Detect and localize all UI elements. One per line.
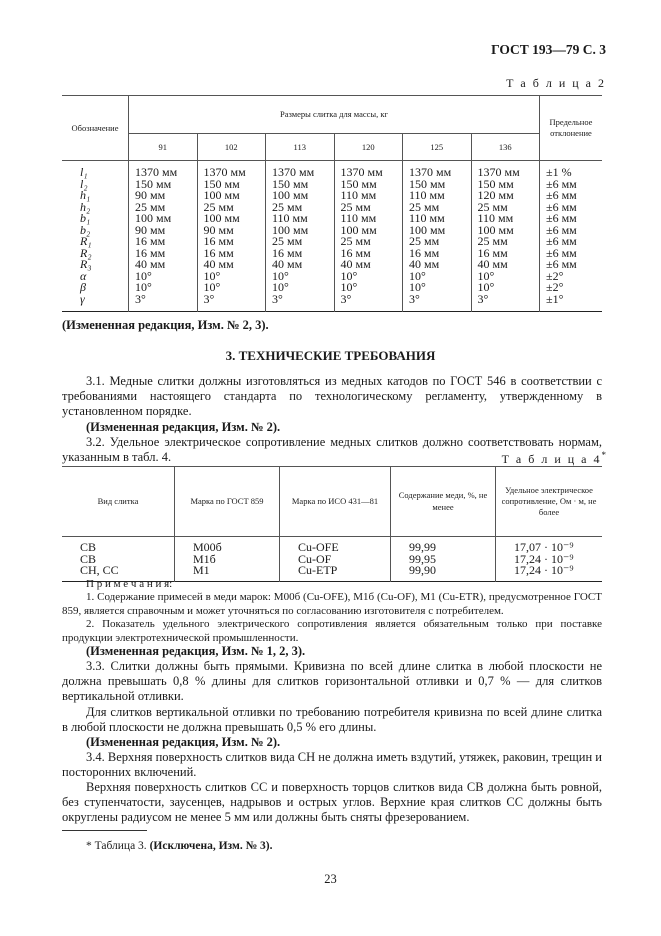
table-cell: 16 мм — [471, 248, 540, 260]
table-cell: 10° — [266, 282, 335, 294]
table-cell: 40 мм — [403, 259, 472, 271]
amendment-note: (Измененная редакция, Изм. № 1, 2, 3). — [86, 644, 306, 658]
mass-header: 120 — [334, 134, 403, 161]
table-cell: 100 мм — [471, 225, 540, 237]
table-cell: 40 мм — [129, 259, 198, 271]
table-cell: 1370 мм — [129, 161, 198, 179]
table-cell: β — [62, 282, 129, 294]
table-cell: l₂ — [62, 179, 129, 191]
table-cell: 100 мм — [266, 190, 335, 202]
notes-title: П р и м е ч а н и я: — [86, 578, 173, 590]
col-iso-grade-header: Марка по ИСО 431—81 — [280, 467, 391, 537]
table-cell: 17,07 · 10⁻⁹ — [496, 537, 603, 554]
table-cell: R₂ — [62, 248, 129, 260]
mass-header: 113 — [266, 134, 335, 161]
section-title: 3. ТЕХНИЧЕСКИЕ ТРЕБОВАНИЯ — [225, 348, 436, 363]
table-cell: ±1 % — [540, 161, 603, 179]
table-cell: 1370 мм — [334, 161, 403, 179]
table-cell: 150 мм — [471, 179, 540, 191]
table2-caption: Т а б л и ц а 2 — [506, 76, 606, 90]
table-cell: 25 мм — [129, 202, 198, 214]
table-cell: l₁ — [62, 161, 129, 179]
table-cell: 110 мм — [403, 190, 472, 202]
table-cell: 3° — [129, 294, 198, 312]
table-cell: R₃ — [62, 259, 129, 271]
table-cell: 1370 мм — [266, 161, 335, 179]
table-cell: 110 мм — [334, 190, 403, 202]
table-cell: 120 мм — [471, 190, 540, 202]
col-gost-grade-header: Марка по ГОСТ 859 — [175, 467, 280, 537]
table-cell: 16 мм — [266, 248, 335, 260]
table-cell: М1б — [175, 554, 280, 566]
table-cell: 100 мм — [129, 213, 198, 225]
table-cell: ±1° — [540, 294, 603, 312]
footnote-divider — [62, 830, 147, 831]
table-cell: 110 мм — [471, 213, 540, 225]
table-cell: α — [62, 271, 129, 283]
table-cell: 10° — [334, 271, 403, 283]
table-cell: 40 мм — [266, 259, 335, 271]
table-cell: 90 мм — [129, 225, 198, 237]
table-cell: 1370 мм — [197, 161, 266, 179]
page-header: ГОСТ 193—79 С. 3 — [491, 42, 606, 57]
table-cell: ±6 мм — [540, 236, 603, 248]
mass-header: 102 — [197, 134, 266, 161]
table-cell: 99,95 — [391, 554, 496, 566]
table-cell: 100 мм — [403, 225, 472, 237]
mass-header: 136 — [471, 134, 540, 161]
table-cell: ±6 мм — [540, 248, 603, 260]
table-cell: 10° — [266, 271, 335, 283]
table-cell: 10° — [197, 271, 266, 283]
table-cell: 3° — [197, 294, 266, 312]
table-cell: 25 мм — [403, 202, 472, 214]
table-cell: 25 мм — [334, 202, 403, 214]
table-cell: 3° — [471, 294, 540, 312]
table-cell: Cu-OFE — [280, 537, 391, 554]
table4-caption: Т а б л и ц а 4* — [501, 450, 606, 466]
table-cell: 10° — [471, 282, 540, 294]
table-cell: 100 мм — [266, 225, 335, 237]
paragraph-3-4-cont: Верхняя поверхность слитков СС и поверхность торцов слитков вида СВ должна быть ровной, без ступенчатости, заусенцев, надрывов и острых углов. Верхние края слитков СС должны быть округлены радиусом не менее 5 мм или должны быть сняты фрезерованием. — [62, 780, 602, 824]
table-row — [62, 294, 602, 312]
table-cell: 110 мм — [403, 213, 472, 225]
table-cell: 150 мм — [197, 179, 266, 191]
table-cell: 90 мм — [197, 225, 266, 237]
mass-header: 125 — [403, 134, 472, 161]
table-cell: γ — [62, 294, 129, 312]
table-cell: Cu-OF — [280, 554, 391, 566]
col-tolerance-header: Предельное отклонение — [540, 96, 603, 161]
paragraph-3-3-cont: Для слитков вертикальной отливки по требованию потребителя кривизна по всей длине слитка в любой плоскости не должна превышать 0,5 % его длины. — [62, 705, 602, 734]
table-cell: 16 мм — [129, 248, 198, 260]
mass-header: 91 — [129, 134, 198, 161]
table-cell: 40 мм — [197, 259, 266, 271]
table-cell: 10° — [334, 282, 403, 294]
table-cell: b₁ — [62, 213, 129, 225]
table-cell: 110 мм — [266, 213, 335, 225]
table-cell: R₁ — [62, 236, 129, 248]
table4 — [62, 466, 602, 582]
table-cell: ±6 мм — [540, 225, 603, 237]
amendment-note: (Измененная редакция, Изм. № 2, 3). — [62, 318, 269, 332]
table-cell: ±6 мм — [540, 259, 603, 271]
table-cell: 25 мм — [197, 202, 266, 214]
table-cell: 10° — [403, 282, 472, 294]
size-group-header: Размеры слитка для массы, кг — [129, 96, 540, 134]
footnote-mark: * — [601, 450, 606, 460]
table-cell: 17,24 · 10⁻⁹ — [496, 554, 603, 566]
table-cell: 99,90 — [391, 565, 496, 581]
table-cell: 100 мм — [197, 190, 266, 202]
table-cell: 100 мм — [334, 225, 403, 237]
table4-body — [62, 537, 602, 582]
table-cell: М1 — [175, 565, 280, 581]
page-number: 23 — [324, 872, 337, 886]
table-cell: 99,99 — [391, 537, 496, 554]
table-cell: 16 мм — [197, 248, 266, 260]
table-cell: М00б — [175, 537, 280, 554]
table-cell: ±6 мм — [540, 190, 603, 202]
col-ingot-type-header: Вид слитка — [62, 467, 175, 537]
table-cell: ±6 мм — [540, 213, 603, 225]
table-cell: 25 мм — [334, 236, 403, 248]
table-cell: 10° — [129, 282, 198, 294]
table-cell: Cu-ETP — [280, 565, 391, 581]
table-cell: 10° — [129, 271, 198, 283]
table-cell: 16 мм — [334, 248, 403, 260]
table-row — [62, 537, 602, 554]
table2-body — [62, 161, 602, 312]
table-cell: 150 мм — [403, 179, 472, 191]
table-cell: СН, СС — [62, 565, 175, 581]
table2 — [62, 95, 602, 312]
table-cell: 90 мм — [129, 190, 198, 202]
table-cell: ±6 мм — [540, 202, 603, 214]
table-cell: 25 мм — [471, 202, 540, 214]
table-cell: 16 мм — [197, 236, 266, 248]
table-cell: 10° — [471, 271, 540, 283]
table-cell: 40 мм — [334, 259, 403, 271]
table-cell: 16 мм — [129, 236, 198, 248]
table-cell: 1370 мм — [403, 161, 472, 179]
table-cell: 25 мм — [471, 236, 540, 248]
table-cell: 3° — [403, 294, 472, 312]
amendment-note: (Измененная редакция, Изм. № 2). — [86, 420, 281, 434]
table-cell: 40 мм — [471, 259, 540, 271]
paragraph-3-3: 3.3. Слитки должны быть прямыми. Кривизна по всей длине слитка в любой плоскости не должна превышать 0,8 % длины для слитков горизонтальной отливки и 0,7 % — для слитков вертикальной отливки. — [62, 659, 602, 703]
amendment-note: (Измененная редакция, Изм. № 2). — [86, 735, 281, 749]
table-cell: 110 мм — [334, 213, 403, 225]
table-cell: 25 мм — [266, 202, 335, 214]
note-1: 1. Содержание примесей в меди марок: М00б (Cu-OFE), М1б (Cu-OF), М1 (Cu-ETR), предусмотренное ГОСТ 859, является справочным и может уточняться по согласованию изготовителя с потребителем. — [62, 591, 602, 617]
table-cell: h₂ — [62, 202, 129, 214]
note-2: 2. Показатель удельного электрического сопротивления является обязательным только при поставке продукции электротехнической промышленности. — [62, 618, 602, 644]
table-cell: ±6 мм — [540, 179, 603, 191]
table-cell: h₁ — [62, 190, 129, 202]
table-cell: 25 мм — [266, 236, 335, 248]
col-resistivity-header: Удельное электрическое сопротивление, Ом · м, не более — [496, 467, 603, 537]
table-cell: 16 мм — [403, 248, 472, 260]
table-cell: 10° — [403, 271, 472, 283]
table-cell: СВ — [62, 554, 175, 566]
table-cell: 10° — [197, 282, 266, 294]
paragraph-3-4: 3.4. Верхняя поверхность слитков вида СН не должна иметь вздутий, утяжек, раковин, трещин и посторонних включений. — [62, 750, 602, 779]
paragraph-3-1: 3.1. Медные слитки должны изготовляться из медных катодов по ГОСТ 546 в соответствии с требованиями настоящего стандарта по технологическому регламенту, утвержденному в установленном порядке. — [62, 374, 602, 418]
table-cell: 150 мм — [266, 179, 335, 191]
table-cell: 100 мм — [197, 213, 266, 225]
paragraph-3-2: 3.2. Удельное электрическое сопротивление медных слитков должно соответствовать нормам, указанным в табл. 4. — [62, 435, 602, 464]
table-cell: СВ — [62, 537, 175, 554]
table-cell: 3° — [266, 294, 335, 312]
table-cell: ±2° — [540, 271, 603, 283]
table-cell: b₂ — [62, 225, 129, 237]
table-cell: 17,24 · 10⁻⁹ — [496, 565, 603, 581]
col-designation-header: Обозначение — [62, 96, 129, 161]
table-cell: 150 мм — [334, 179, 403, 191]
table-cell: 1370 мм — [471, 161, 540, 179]
table-cell: ±2° — [540, 282, 603, 294]
table-cell: 3° — [334, 294, 403, 312]
col-copper-content-header: Содержание меди, %, не менее — [391, 467, 496, 537]
table-cell: 25 мм — [403, 236, 472, 248]
footnote: * Таблица 3. (Исключена, Изм. № 3). — [86, 840, 273, 852]
table-cell: 150 мм — [129, 179, 198, 191]
table-row — [62, 161, 602, 179]
